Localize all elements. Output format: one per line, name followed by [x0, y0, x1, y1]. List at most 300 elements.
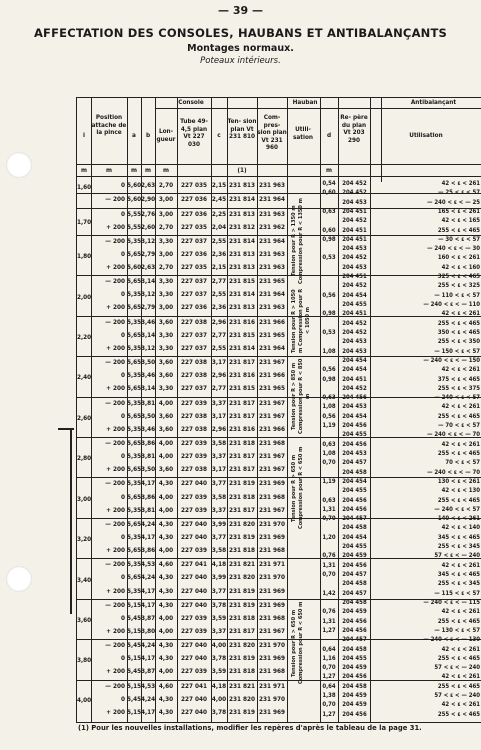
table-cell: 2,45 — [211, 195, 227, 204]
table-cell: 227 041 — [180, 560, 207, 569]
table-cell: 231 969 — [258, 533, 285, 541]
table-cell: 3,30 — [158, 384, 174, 393]
header-utilisation2: Utilisation — [409, 131, 443, 139]
table-cell: 4,24 — [141, 519, 156, 528]
anti-cell: — 110 < ε < 57 — [434, 291, 480, 299]
header-a: a — [132, 131, 136, 139]
table-cell: 5,65 — [127, 384, 142, 393]
table-cell: 227 038 — [180, 411, 207, 420]
anti-cell: 204 452 — [342, 384, 367, 392]
anti-cell: 42 < ε < 261 — [441, 310, 480, 318]
anti-cell: 1,27 — [322, 710, 336, 718]
anti-cell: 204 458 — [342, 598, 367, 606]
cell-i: 2,80 — [77, 454, 92, 463]
table-cell: 231 967 — [258, 465, 285, 474]
subtitle-italic: Poteaux intérieurs. — [200, 56, 281, 66]
table-cell: — 200 — [105, 398, 125, 407]
anti-cell: 204 457 — [342, 589, 367, 597]
table-cell: 5,35 — [127, 398, 142, 407]
tension-compression-label: Tension pour R > 1350 m Compression pour R < 1350 m — [291, 198, 304, 284]
table-cell: 231 963 — [258, 303, 285, 312]
anti-cell: — 240 < ε < — 30 — [427, 245, 480, 253]
anti-cell: 1,27 — [322, 626, 336, 634]
table-cell: 4,00 — [211, 641, 227, 650]
anti-cell: 204 456 — [342, 561, 367, 569]
anti-cell: 255 < ε < 345 — [437, 543, 480, 551]
table-cell: — 200 — [105, 195, 125, 204]
table-cell: 2,96 — [211, 371, 227, 380]
anti-cell: 204 459 — [342, 608, 367, 616]
binder-hole-bottom — [6, 566, 32, 592]
table-cell: 4,17 — [141, 654, 156, 663]
anti-cell: 1,42 — [322, 589, 336, 597]
table-cell: 231 969 — [258, 654, 285, 663]
anti-cell: 255 < ε < 465 — [437, 654, 480, 662]
table-cell: 2,90 — [141, 195, 156, 204]
table-cell: 3,17 — [211, 358, 227, 367]
table-cell: 231 970 — [258, 641, 285, 650]
table-cell: 231 968 — [258, 492, 285, 501]
table-cell: 5,65 — [127, 492, 142, 501]
table-cell: 3,86 — [141, 439, 156, 448]
cell-i: 4,00 — [77, 696, 92, 705]
anti-cell: 0,60 — [322, 226, 336, 234]
table-cell: 3,37 — [211, 505, 227, 514]
table-cell: 231 817 — [228, 465, 255, 474]
table-cell: + 200 — [106, 303, 125, 312]
table-cell: 4,30 — [158, 641, 174, 650]
table-cell: + 200 — [106, 343, 125, 352]
table-cell: 231 819 — [228, 479, 255, 488]
anti-cell: 204 453 — [342, 347, 367, 355]
table-cell: 0 — [120, 209, 125, 218]
table-cell: 231 813 — [228, 209, 255, 218]
anti-cell: 204 454 — [342, 356, 367, 364]
table-cell: 227 039 — [180, 492, 207, 501]
anti-cell: 204 451 — [342, 235, 367, 243]
table-cell: 4,30 — [158, 654, 174, 663]
table-cell: 0 — [120, 452, 125, 461]
table-cell: — 200 — [105, 519, 125, 528]
table-cell: 227 035 — [180, 222, 207, 231]
anti-cell: 204 454 — [342, 291, 367, 299]
unit-m: m — [106, 166, 112, 174]
table-cell: 231 970 — [258, 519, 285, 528]
table-cell: 2,55 — [211, 236, 227, 245]
table-cell: 3,60 — [158, 411, 174, 420]
anti-cell: 375 < ε < 465 — [437, 375, 480, 383]
table-cell: 227 038 — [180, 317, 207, 326]
anti-cell: 42 < ε < 130 — [441, 487, 480, 495]
table-cell: 3,80 — [141, 626, 156, 635]
table-cell: 3,87 — [141, 613, 156, 622]
anti-cell: 1,31 — [322, 505, 336, 513]
table-cell: 231 813 — [228, 181, 255, 189]
table-cell: 5,35 — [127, 424, 142, 433]
table-cell: 3,30 — [158, 277, 174, 286]
table-cell: 231 819 — [228, 533, 255, 541]
table-cell: 227 039 — [180, 626, 207, 635]
table-cell: 227 037 — [180, 290, 207, 299]
table-cell: 4,30 — [158, 600, 174, 609]
anti-cell: 0,63 — [322, 207, 336, 215]
table-cell: 3,77 — [211, 533, 227, 541]
table-cell: 5,45 — [127, 694, 142, 703]
anti-cell: 1,08 — [322, 347, 336, 355]
table-cell: 0 — [120, 249, 125, 258]
grid-hline — [155, 108, 227, 109]
table-cell: 231 815 — [228, 330, 255, 339]
unit-footnote: (1) — [237, 166, 247, 174]
table-cell: + 200 — [106, 263, 125, 272]
table-cell: 231 818 — [228, 667, 255, 676]
anti-cell: 255 < ε < 465 — [437, 682, 480, 690]
table-cell: 227 036 — [180, 209, 207, 218]
anti-cell: 325 < ε < 465 — [437, 273, 480, 281]
table-cell: 227 040 — [180, 654, 207, 663]
table-cell: 5,65 — [127, 546, 142, 555]
table-cell: 227 038 — [180, 424, 207, 433]
table-cell: 227 041 — [180, 681, 207, 690]
table-cell: 231 814 — [228, 236, 255, 245]
anti-cell: 1,27 — [322, 673, 336, 681]
anti-cell: 42 < ε < 261 — [441, 701, 480, 709]
anti-cell: 42 < ε < 261 — [441, 440, 480, 448]
table-cell: 3,87 — [141, 667, 156, 676]
anti-cell: 0,98 — [322, 310, 336, 318]
cell-i: 3,60 — [77, 616, 92, 624]
anti-cell: 255 < ε < 375 — [437, 384, 480, 392]
header-tension: Ten- sion plan Vt 231 810 — [227, 117, 257, 140]
table-cell: 0 — [120, 411, 125, 420]
anti-cell: 345 < ε < 465 — [437, 571, 480, 579]
table-cell: 0 — [120, 181, 125, 189]
anti-cell: 350 < ε < 465 — [437, 328, 480, 336]
anti-cell: 204 456 — [342, 394, 367, 402]
header-d: d — [326, 131, 332, 139]
footnote: (1) Pour les nouvelles installations, modifier les repères d'après le tableau de la page 31. — [78, 724, 422, 732]
table-cell: 231 963 — [258, 209, 285, 218]
grid-vline — [91, 98, 92, 722]
anti-cell: 57 < ε < — 240 — [434, 552, 480, 560]
anti-cell: — 240 < ε < 57 — [434, 505, 480, 513]
anti-cell: 204 451 — [342, 226, 367, 234]
table-cell: 2,15 — [211, 263, 227, 272]
table-cell: 231 963 — [258, 181, 285, 189]
table-cell: 0 — [120, 613, 125, 622]
anti-cell: 255 < ε < 465 — [437, 496, 480, 504]
table-cell: 231 967 — [258, 626, 285, 635]
table-cell: 227 039 — [180, 613, 207, 622]
table-cell: 4,30 — [158, 479, 174, 488]
table-cell: 231 813 — [228, 249, 255, 258]
unit-m: m — [163, 166, 169, 174]
grid-hline — [320, 108, 481, 109]
anti-cell: 140 < ε < 261 — [437, 515, 480, 523]
anti-cell: 42 < ε < 261 — [441, 366, 480, 374]
table-cell: 5,65 — [127, 303, 142, 312]
anti-cell: 204 458 — [342, 580, 367, 588]
anti-cell: 42 < ε < 165 — [441, 217, 480, 225]
anti-cell: — 240 < ε < 57 — [434, 394, 480, 402]
table-cell: — 200 — [105, 236, 125, 245]
table-cell: 3,12 — [141, 290, 156, 299]
table-cell: 227 037 — [180, 330, 207, 339]
table-cell: 0 — [120, 654, 125, 663]
table-cell: 231 967 — [258, 358, 285, 367]
table-cell: 231 817 — [228, 358, 255, 367]
anti-cell: 0,70 — [322, 664, 336, 672]
table-cell: — 200 — [105, 681, 125, 690]
header-utilisation: Utili- sation — [292, 125, 314, 141]
cell-i: 3,20 — [77, 535, 92, 544]
table-cell: 227 039 — [180, 505, 207, 514]
table-cell: 4,17 — [141, 600, 156, 609]
anti-cell: 204 453 — [342, 450, 367, 457]
table-cell: 3,30 — [158, 236, 174, 245]
table-cell: 231 816 — [228, 424, 255, 433]
binder-hole-top — [6, 152, 32, 178]
table-cell: 227 040 — [180, 573, 207, 582]
table-cell: 227 038 — [180, 465, 207, 474]
table-cell: 3,58 — [211, 546, 227, 555]
table-cell: 231 965 — [258, 330, 285, 339]
table-cell: 3,12 — [141, 343, 156, 352]
table-cell: 2,63 — [141, 181, 156, 189]
header-compression: Com- pres- sion plan Vt 231 960 — [257, 113, 287, 151]
table-cell: — 200 — [105, 277, 125, 286]
cell-i: 3,80 — [77, 656, 92, 665]
table-cell: 2,70 — [158, 181, 174, 189]
grid-vline — [370, 98, 371, 722]
table-cell: 4,30 — [158, 694, 174, 703]
table-cell: 3,00 — [158, 303, 174, 312]
table-cell: 2,79 — [141, 303, 156, 312]
table-cell: 0 — [120, 492, 125, 501]
table-cell: 3,77 — [211, 479, 227, 488]
table-cell: 3,81 — [141, 452, 156, 461]
table-cell: 3,37 — [211, 398, 227, 407]
table-cell: 231 965 — [258, 277, 285, 286]
unit-m: m — [326, 166, 332, 174]
table-cell: + 200 — [106, 222, 125, 231]
anti-cell: 204 455 — [342, 543, 367, 551]
anti-cell: 204 459 — [342, 701, 367, 709]
tension-compression-label: Tension pour R > 650 m Compression pour R < 650 m — [291, 446, 304, 530]
table-cell: — 200 — [105, 600, 125, 609]
anti-cell: — 115 < ε < 57 — [434, 589, 480, 597]
table-cell: 231 813 — [228, 263, 255, 272]
anti-cell: 130 < ε < 261 — [437, 477, 480, 485]
table-cell: 231 968 — [258, 439, 285, 448]
anti-cell: 345 < ε < 465 — [437, 533, 480, 541]
table-cell: 0 — [120, 371, 125, 380]
anti-cell: 204 451 — [342, 310, 367, 318]
table-cell: 4,30 — [158, 586, 174, 595]
table-cell: 4,30 — [158, 573, 174, 582]
table-cell: 231 812 — [228, 222, 255, 231]
table-cell: 231 820 — [228, 641, 255, 650]
unit-m: m — [81, 166, 87, 174]
anti-cell: 57 < ε < — 240 — [434, 664, 480, 672]
table-cell: 227 040 — [180, 600, 207, 609]
table-cell: 5,65 — [127, 411, 142, 420]
table-cell: 5,35 — [127, 479, 142, 488]
table-cell: 5,35 — [127, 290, 142, 299]
table-cell: 3,14 — [141, 330, 156, 339]
table-cell: 4,00 — [158, 439, 174, 448]
table-cell: 231 814 — [228, 195, 255, 204]
table-cell: 231 970 — [258, 573, 285, 582]
anti-cell: 42 < ε < 261 — [441, 673, 480, 681]
table-cell: 2,55 — [211, 343, 227, 352]
header-longueur: Lon- gueur — [156, 127, 176, 143]
grid-hline — [77, 164, 481, 165]
anti-cell: 204 455 — [342, 654, 367, 662]
table-cell: 5,35 — [127, 343, 142, 352]
anti-cell: 255 < ε < 350 — [437, 338, 480, 346]
table-cell: + 200 — [106, 667, 125, 676]
anti-cell: 204 452 — [342, 254, 367, 262]
table-cell: 227 040 — [180, 641, 207, 650]
cell-i: 2,40 — [77, 373, 92, 382]
table-cell: 4,00 — [158, 398, 174, 407]
table-cell: 3,99 — [211, 573, 227, 582]
grid-vline — [287, 98, 288, 722]
anti-cell: 204 458 — [342, 524, 367, 532]
grid-vline — [257, 98, 258, 722]
anti-cell: 0,76 — [322, 552, 336, 560]
table-cell: 2,70 — [158, 263, 174, 272]
grid-vline — [141, 98, 142, 722]
anti-cell: 1,16 — [322, 654, 336, 662]
table-cell: 227 035 — [180, 263, 207, 272]
anti-cell: 0,54 — [322, 180, 336, 187]
anti-cell: 204 454 — [342, 477, 367, 485]
grid-vline — [127, 98, 128, 722]
table-cell: 3,50 — [141, 465, 156, 474]
table-cell: 231 819 — [228, 586, 255, 595]
table-cell: 231 965 — [258, 384, 285, 393]
anti-cell: 204 455 — [342, 487, 367, 495]
anti-cell: 0,53 — [322, 328, 336, 336]
table-cell: 227 037 — [180, 343, 207, 352]
anti-cell: 204 454 — [342, 366, 367, 374]
table-cell: 231 821 — [228, 681, 255, 690]
table-cell: 2,96 — [211, 317, 227, 326]
table-cell: 231 969 — [258, 479, 285, 488]
anti-cell: 204 456 — [342, 505, 367, 513]
table-cell: 5,35 — [127, 560, 142, 569]
table-cell: — 200 — [105, 560, 125, 569]
anti-cell: 204 452 — [342, 328, 367, 336]
table-cell: 5,60 — [127, 263, 142, 272]
table-cell: 231 817 — [228, 398, 255, 407]
anti-cell: 0,98 — [322, 375, 336, 383]
table-cell: 231 817 — [228, 626, 255, 635]
table-cell: 2,15 — [211, 181, 227, 189]
table-cell: 4,00 — [158, 667, 174, 676]
table-cell: 227 039 — [180, 452, 207, 461]
table-cell: 3,86 — [141, 546, 156, 555]
table-cell: 0 — [120, 330, 125, 339]
table-cell: 3,30 — [158, 290, 174, 299]
anti-cell: 255 < ε < 465 — [437, 412, 480, 420]
anti-cell: 204 458 — [342, 468, 367, 476]
table-cell: 3,17 — [211, 465, 227, 474]
table-cell: 4,60 — [158, 560, 174, 569]
anti-cell: 1,19 — [322, 422, 336, 430]
table-cell: 5,15 — [127, 707, 142, 716]
grid-vline — [227, 98, 228, 722]
anti-cell: 255 < ε < 465 — [437, 450, 480, 457]
tension-compression-label: Tension pour R > 1050 m Compression pour R < 1050 m — [291, 288, 311, 354]
table-cell: 4,00 — [158, 626, 174, 635]
table-cell: — 200 — [105, 358, 125, 367]
table-cell: 5,65 — [127, 249, 142, 258]
anti-cell: 0,63 — [322, 440, 336, 448]
table-cell: 5,35 — [127, 452, 142, 461]
table-cell: 2,36 — [211, 249, 227, 258]
anti-cell: 70 < ε < 57 — [445, 459, 480, 467]
table-cell: 0 — [120, 573, 125, 582]
table-cell: 4,24 — [141, 694, 156, 703]
table-cell: 3,46 — [141, 317, 156, 326]
table-cell: 227 039 — [180, 667, 207, 676]
table-cell: 227 040 — [180, 586, 207, 595]
table-cell: 3,78 — [211, 600, 227, 609]
table-cell: 3,99 — [211, 519, 227, 528]
anti-cell: 42 < ε < 261 — [441, 561, 480, 569]
table-cell: 5,65 — [127, 439, 142, 448]
grid-vline — [320, 98, 321, 722]
table-cell: 4,00 — [211, 694, 227, 703]
anti-cell: 0,76 — [322, 608, 336, 616]
table-cell: 231 962 — [258, 222, 285, 231]
table-cell: 4,17 — [141, 479, 156, 488]
header-repere: Re- père du plan Vt 203 290 — [340, 113, 368, 144]
anti-cell: 0,56 — [322, 366, 336, 374]
anti-cell: 42 < ε < 160 — [441, 263, 480, 271]
anti-cell: 204 451 — [342, 375, 367, 383]
table-cell: 231 817 — [228, 452, 255, 461]
table-cell: 5,35 — [127, 371, 142, 380]
table-cell: 4,00 — [158, 452, 174, 461]
table-cell: 227 040 — [180, 694, 207, 703]
table-cell: 231 971 — [258, 681, 285, 690]
anti-cell: 204 452 — [342, 282, 367, 290]
header-antibalancant: Antibalançant — [410, 98, 457, 106]
table-cell: 227 038 — [180, 371, 207, 380]
table-cell: 3,14 — [141, 277, 156, 286]
table-cell: 5,55 — [127, 222, 142, 231]
table-cell: 3,81 — [141, 505, 156, 514]
anti-cell: — 30 < ε < 57 — [438, 235, 480, 243]
anti-cell: 0,64 — [322, 645, 336, 653]
anti-cell: 57 < ε < — 240 — [434, 692, 480, 700]
table-cell: 231 963 — [258, 249, 285, 258]
table-cell: 4,18 — [211, 681, 227, 690]
anti-cell: 0,56 — [322, 412, 336, 420]
table-cell: + 200 — [106, 546, 125, 555]
table-cell: 3,78 — [211, 654, 227, 663]
header-hauban: Hauban — [292, 98, 318, 106]
cell-i: 2,60 — [77, 413, 92, 422]
anti-cell: 204 452 — [342, 189, 367, 197]
table-cell: 227 040 — [180, 533, 207, 541]
table-cell: 3,86 — [141, 492, 156, 501]
table-cell: 231 819 — [228, 654, 255, 663]
